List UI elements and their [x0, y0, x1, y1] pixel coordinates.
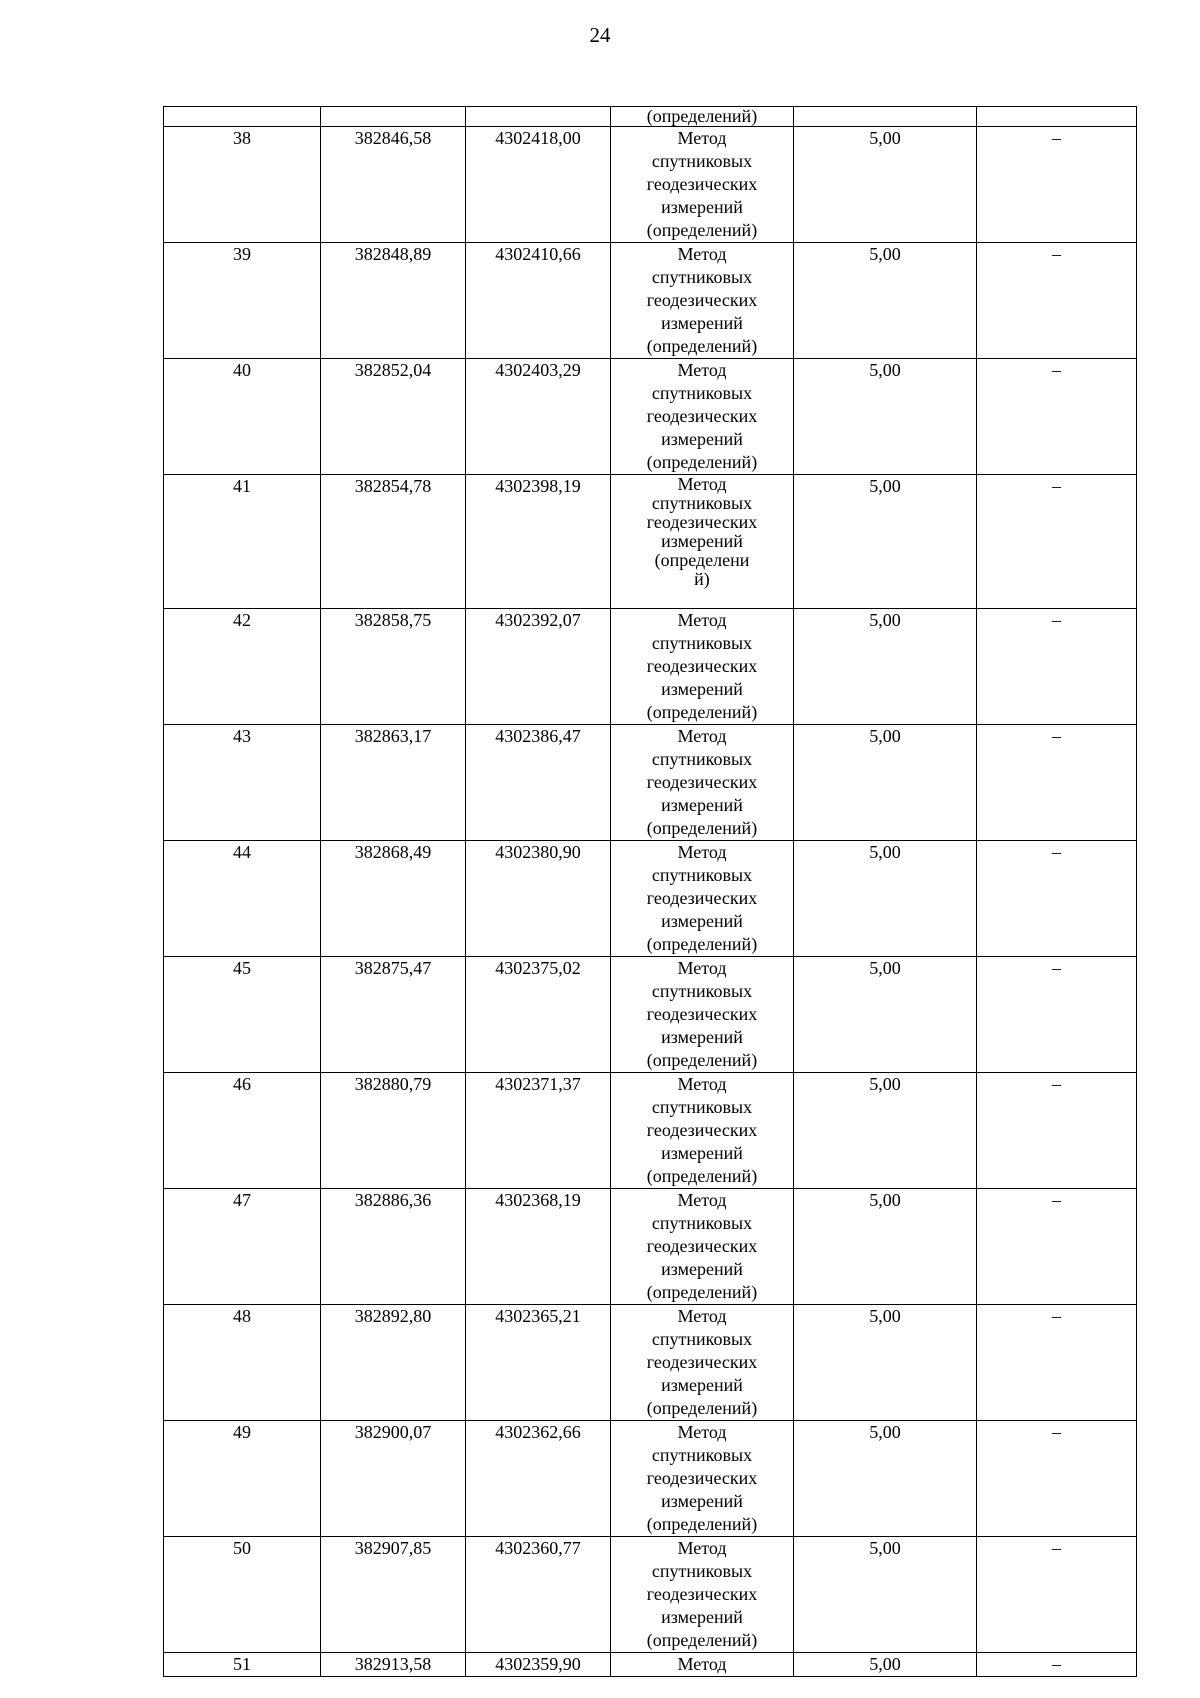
- cell-note: [977, 127, 1137, 243]
- x-text: 382907,85: [354, 1538, 432, 1558]
- precision-text: 5,00: [869, 1190, 901, 1210]
- cell-method: [611, 725, 794, 841]
- x-text: 382848,89: [354, 244, 432, 264]
- cell-x: [321, 725, 466, 841]
- method-text: Метод спутниковых геодезических измерений (определений): [646, 1190, 758, 1302]
- cell-x: [321, 841, 466, 957]
- cell-precision: [794, 957, 977, 1073]
- point-number-text: 40: [233, 360, 251, 380]
- cell-method: [611, 1189, 794, 1305]
- method-text: Метод спутниковых геодезических измерений (определений): [646, 1074, 758, 1186]
- cell-x: [321, 957, 466, 1073]
- cell-method: [611, 1653, 794, 1677]
- cell-precision: [794, 1073, 977, 1189]
- y-text: 4302375,02: [495, 958, 581, 978]
- point-number-text: 50: [233, 1538, 251, 1558]
- table-row: [164, 127, 1137, 243]
- table-row: [164, 957, 1137, 1073]
- cell-point-number: [164, 1421, 321, 1537]
- cell-precision: [794, 107, 977, 127]
- method-text: (определений): [646, 106, 758, 126]
- cell-point-number: [164, 609, 321, 725]
- cell-note: [977, 107, 1137, 127]
- cell-method: [611, 1305, 794, 1421]
- precision-text: 5,00: [869, 476, 901, 496]
- table-row: [164, 243, 1137, 359]
- cell-precision: [794, 475, 977, 609]
- point-number-text: 49: [233, 1422, 251, 1442]
- note-text: –: [1052, 958, 1061, 978]
- cell-note: [977, 1305, 1137, 1421]
- cell-note: [977, 841, 1137, 957]
- cell-method: [611, 127, 794, 243]
- cell-x: [321, 1189, 466, 1305]
- cell-method: [611, 609, 794, 725]
- cell-point-number: [164, 1537, 321, 1653]
- point-number-text: 46: [233, 1074, 251, 1094]
- cell-point-number: [164, 725, 321, 841]
- precision-text: 5,00: [869, 958, 901, 978]
- cell-y: [466, 609, 611, 725]
- cell-point-number: [164, 127, 321, 243]
- cell-y: [466, 957, 611, 1073]
- cell-y: [466, 107, 611, 127]
- cell-method: [611, 243, 794, 359]
- cell-point-number: [164, 243, 321, 359]
- cell-point-number: [164, 475, 321, 609]
- method-text: Метод спутниковых геодезических измерений (определений): [646, 128, 758, 240]
- cell-y: [466, 1189, 611, 1305]
- cell-x: [321, 1653, 466, 1677]
- y-text: 4302410,66: [495, 244, 581, 264]
- y-text: 4302418,00: [495, 128, 581, 148]
- note-text: –: [1052, 610, 1061, 630]
- cell-x: [321, 1305, 466, 1421]
- cell-note: [977, 957, 1137, 1073]
- note-text: –: [1052, 128, 1061, 148]
- cell-y: [466, 243, 611, 359]
- coordinates-table: [163, 106, 1137, 1677]
- cell-point-number: [164, 1073, 321, 1189]
- cell-x: [321, 107, 466, 127]
- table-body: [164, 107, 1137, 1677]
- table-row: [164, 725, 1137, 841]
- precision-text: 5,00: [869, 1654, 901, 1674]
- method-text: Метод спутниковых геодезических измерений (определений): [646, 360, 758, 472]
- method-text: Метод спутниковых геодезических измерений (определений): [646, 244, 758, 356]
- cell-method: [611, 841, 794, 957]
- note-text: –: [1052, 476, 1061, 496]
- precision-text: 5,00: [869, 1074, 901, 1094]
- cell-note: [977, 1653, 1137, 1677]
- cell-note: [977, 359, 1137, 475]
- note-text: –: [1052, 1422, 1061, 1442]
- cell-method: [611, 1073, 794, 1189]
- cell-point-number: [164, 359, 321, 475]
- cell-precision: [794, 1189, 977, 1305]
- method-text: Метод: [677, 1654, 727, 1674]
- table-row: [164, 1073, 1137, 1189]
- method-text: Метод спутниковых геодезических измерений (определений): [646, 842, 758, 954]
- cell-precision: [794, 725, 977, 841]
- x-text: 382892,80: [354, 1306, 432, 1326]
- cell-y: [466, 1305, 611, 1421]
- method-text: Метод спутниковых геодезических измерений (определений): [646, 1306, 758, 1418]
- x-text: 382852,04: [354, 360, 432, 380]
- note-text: –: [1052, 1074, 1061, 1094]
- cell-precision: [794, 127, 977, 243]
- point-number-text: 51: [233, 1654, 251, 1674]
- table-row: [164, 1189, 1137, 1305]
- point-number-text: 38: [233, 128, 251, 148]
- precision-text: 5,00: [869, 128, 901, 148]
- note-text: –: [1052, 726, 1061, 746]
- point-number-text: 48: [233, 1306, 251, 1326]
- cell-y: [466, 725, 611, 841]
- cell-note: [977, 609, 1137, 725]
- cell-precision: [794, 1421, 977, 1537]
- precision-text: 5,00: [869, 244, 901, 264]
- note-text: –: [1052, 1654, 1061, 1674]
- note-text: –: [1052, 842, 1061, 862]
- cell-y: [466, 841, 611, 957]
- precision-text: 5,00: [869, 1306, 901, 1326]
- table-row: [164, 1305, 1137, 1421]
- cell-y: [466, 359, 611, 475]
- x-text: 382886,36: [354, 1190, 432, 1210]
- x-text: 382880,79: [354, 1074, 432, 1094]
- cell-y: [466, 475, 611, 609]
- table-row: [164, 1537, 1137, 1653]
- cell-y: [466, 127, 611, 243]
- cell-point-number: [164, 1653, 321, 1677]
- cell-precision: [794, 1653, 977, 1677]
- x-text: 382900,07: [354, 1422, 432, 1442]
- note-text: –: [1052, 1190, 1061, 1210]
- table-row: [164, 609, 1137, 725]
- precision-text: 5,00: [869, 842, 901, 862]
- cell-x: [321, 609, 466, 725]
- x-text: 382875,47: [354, 958, 432, 978]
- x-text: 382858,75: [354, 610, 432, 630]
- point-number-text: 42: [233, 610, 251, 630]
- cell-point-number: [164, 841, 321, 957]
- precision-text: 5,00: [869, 726, 901, 746]
- cell-point-number: [164, 1305, 321, 1421]
- point-number-text: 44: [233, 842, 251, 862]
- cell-x: [321, 475, 466, 609]
- cell-y: [466, 1653, 611, 1677]
- note-text: –: [1052, 360, 1061, 380]
- cell-point-number: [164, 1189, 321, 1305]
- cell-precision: [794, 841, 977, 957]
- x-text: 382868,49: [354, 842, 432, 862]
- y-text: 4302398,19: [495, 476, 581, 496]
- note-text: –: [1052, 244, 1061, 264]
- point-number-text: 45: [233, 958, 251, 978]
- note-text: –: [1052, 1538, 1061, 1558]
- cell-precision: [794, 243, 977, 359]
- method-text: Метод спутниковых геодезических измерений (определений): [646, 1422, 758, 1534]
- cell-y: [466, 1537, 611, 1653]
- y-text: 4302386,47: [495, 726, 581, 746]
- precision-text: 5,00: [869, 610, 901, 630]
- precision-text: 5,00: [869, 1538, 901, 1558]
- x-text: 382854,78: [354, 476, 432, 496]
- cell-point-number: [164, 957, 321, 1073]
- cell-y: [466, 1421, 611, 1537]
- x-text: 382863,17: [354, 726, 432, 746]
- y-text: 4302368,19: [495, 1190, 581, 1210]
- method-text: Метод спутниковых геодезических измерений (определени й): [646, 474, 758, 589]
- cell-x: [321, 243, 466, 359]
- table-row: [164, 359, 1137, 475]
- cell-note: [977, 1189, 1137, 1305]
- cell-note: [977, 243, 1137, 359]
- point-number-text: 41: [233, 476, 251, 496]
- x-text: 382913,58: [354, 1654, 432, 1674]
- cell-x: [321, 1537, 466, 1653]
- table-row: [164, 1653, 1137, 1677]
- y-text: 4302403,29: [495, 360, 581, 380]
- point-number-text: 47: [233, 1190, 251, 1210]
- y-text: 4302362,66: [495, 1422, 581, 1442]
- cell-precision: [794, 1305, 977, 1421]
- cell-method: [611, 957, 794, 1073]
- y-text: 4302380,90: [495, 842, 581, 862]
- y-text: 4302392,07: [495, 610, 581, 630]
- cell-method: [611, 1537, 794, 1653]
- cell-method: [611, 1421, 794, 1537]
- cell-precision: [794, 1537, 977, 1653]
- method-text: Метод спутниковых геодезических измерений (определений): [646, 726, 758, 838]
- cell-note: [977, 1421, 1137, 1537]
- y-text: 4302359,90: [495, 1654, 581, 1674]
- cell-note: [977, 1537, 1137, 1653]
- method-text: Метод спутниковых геодезических измерений (определений): [646, 1538, 758, 1650]
- table-row: [164, 1421, 1137, 1537]
- cell-precision: [794, 609, 977, 725]
- cell-point-number: [164, 107, 321, 127]
- cell-method: [611, 359, 794, 475]
- cell-x: [321, 359, 466, 475]
- table-row: [164, 841, 1137, 957]
- x-text: 382846,58: [354, 128, 432, 148]
- precision-text: 5,00: [869, 360, 901, 380]
- table-row: [164, 475, 1137, 609]
- cell-note: [977, 725, 1137, 841]
- precision-text: 5,00: [869, 1422, 901, 1442]
- point-number-text: 43: [233, 726, 251, 746]
- y-text: 4302360,77: [495, 1538, 581, 1558]
- method-text: Метод спутниковых геодезических измерений (определений): [646, 610, 758, 722]
- y-text: 4302365,21: [495, 1306, 581, 1326]
- cell-method: [611, 107, 794, 127]
- y-text: 4302371,37: [495, 1074, 581, 1094]
- note-text: –: [1052, 1306, 1061, 1326]
- page-number: 24: [589, 23, 611, 47]
- point-number-text: 39: [233, 244, 251, 264]
- table-row-continuation: [164, 107, 1137, 127]
- cell-y: [466, 1073, 611, 1189]
- cell-method: [611, 475, 794, 609]
- cell-precision: [794, 359, 977, 475]
- cell-note: [977, 1073, 1137, 1189]
- cell-x: [321, 1073, 466, 1189]
- method-text: Метод спутниковых геодезических измерений (определений): [646, 958, 758, 1070]
- cell-note: [977, 475, 1137, 609]
- cell-x: [321, 1421, 466, 1537]
- cell-x: [321, 127, 466, 243]
